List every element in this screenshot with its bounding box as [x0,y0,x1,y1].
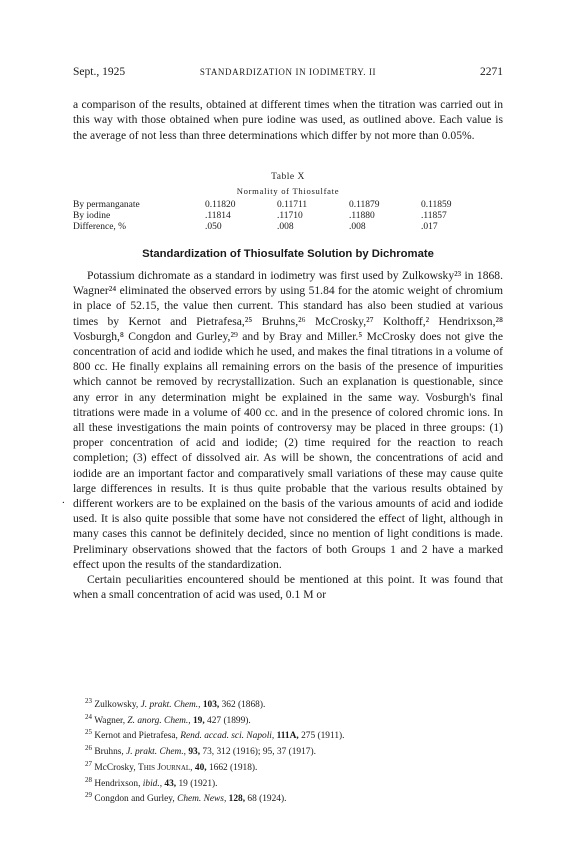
body-paragraph: Potassium dichromate as a standard in iodimetry was first used by Zulkowsky²³ in 1868. Wagner²⁴ eliminated the observed errors by using 51.84 for the atomic weight of chromium in place of 52.15, the value then current. This standard has also been studied at various times by Kernot and Pietrafesa,²⁵ Bruhns,²⁶ McCrosky,²⁷ Kolthoff,² Hendrixson,²⁸ Vosburgh,⁸ Congdon and Gurley,²⁹ and by Bray and Miller.⁵ McCrosky does not give the concentration of acid and iodide which he used, and makes the final titrations in a volume of 800 cc. He finally explains all remaining errors on the basis of the presence of impurities which cannot be removed by recrystallization. Such an explanation is questionable, since any error in any determination might be explained in the same way. Vosburgh's final titrations were made in a volume of 400 cc. and in the presence of colored chromic ions. In all these investigations the main points of controversy may be placed in three groups: (1) proper concentration of acid and iodide; (2) time required for the reaction to reach completion; (3) effect of dissolved air. As will be shown, the concentrations of acid and iodide are an important factor and comparatively small variations of these may cause quite large differences in results. It is thus quite probable that the various results obtained by different workers are to be explained on the basis of the various amounts of acid and iodide used. It is also quite possible that some have not considered the effect of light, although in many cases this cannot be definitely decided, since no mention of light conditions is made. Preliminary observations showed that the factors of both Groups 1 and 2 have a marked effect upon the results of the standardization. [73,269,503,571]
footnote: $^{25}$ Kernot and Pietrafesa, Rend. accad. sci. Napoli, 111A, 275 (1911). [85,728,345,742]
table-cell: .008 [277,222,294,232]
body-paragraph: Certain peculiarities encountered should be mentioned at this point. It was found that when a small concentration of acid was used, 0.1 M or [73,573,503,602]
margin-mark: . [62,494,65,506]
table-cell: .11857 [421,211,447,221]
header-page-number: 2271 [480,66,503,78]
footnote: $^{24}$ Wagner, Z. anorg. Chem., 19, 427 (1899). [85,712,251,726]
table-cell: .11710 [277,211,303,221]
table-title: Table X [271,172,305,182]
normality-table [73,200,493,233]
footnote: $^{26}$ Bruhns, J. prakt. Chem., 93, 73, 312 (1916); 95, 37 (1917). [85,744,316,758]
table-cell: .050 [205,222,222,232]
table-cell: 0.11859 [421,200,452,210]
table-row [73,222,493,233]
footnote: $^{29}$ Congdon and Gurley, Chem. News, 128, 68 (1924). [85,791,287,805]
table-caption: Normality of Thiosulfate [236,186,340,196]
header-running-title: STANDARDIZATION IN IODIMETRY. II [199,67,377,77]
table-row [73,200,493,211]
table-cell: .008 [349,222,366,232]
footnote: $^{27}$ McCrosky, This Journal, 40, 1662 (1918). [85,759,258,773]
intro-paragraph: a comparison of the results, obtained at different times when the titration was carried out in this way with those obtained when pure iodine was used, as outlined above. Each value is the average of not less than three determinations which differ by not more than 0.05%. [73,98,503,142]
table-cell: .017 [421,222,438,232]
section-heading: Standardization of Thiosulfate Solution by Dichromate [142,248,434,260]
row-label: By iodine [73,211,111,221]
body-text [73,268,503,602]
table-cell: .11814 [205,211,231,221]
table-cell: .11880 [349,211,375,221]
row-label: Difference, % [73,222,127,232]
footnote: $^{23}$ Zulkowsky, J. prakt. Chem., 103, 362 (1868). [85,697,266,710]
footnote: $^{28}$ Hendrixson, ibid., 43, 19 (1921). [85,775,218,789]
table-cell: 0.11820 [205,200,236,210]
footnotes [73,696,503,806]
table-cell: 0.11711 [277,200,308,210]
table-cell: 0.11879 [349,200,380,210]
header-date: Sept., 1925 [73,66,126,78]
row-label: By permanganate [73,200,140,210]
page-header [73,66,503,82]
table-row [73,211,493,222]
